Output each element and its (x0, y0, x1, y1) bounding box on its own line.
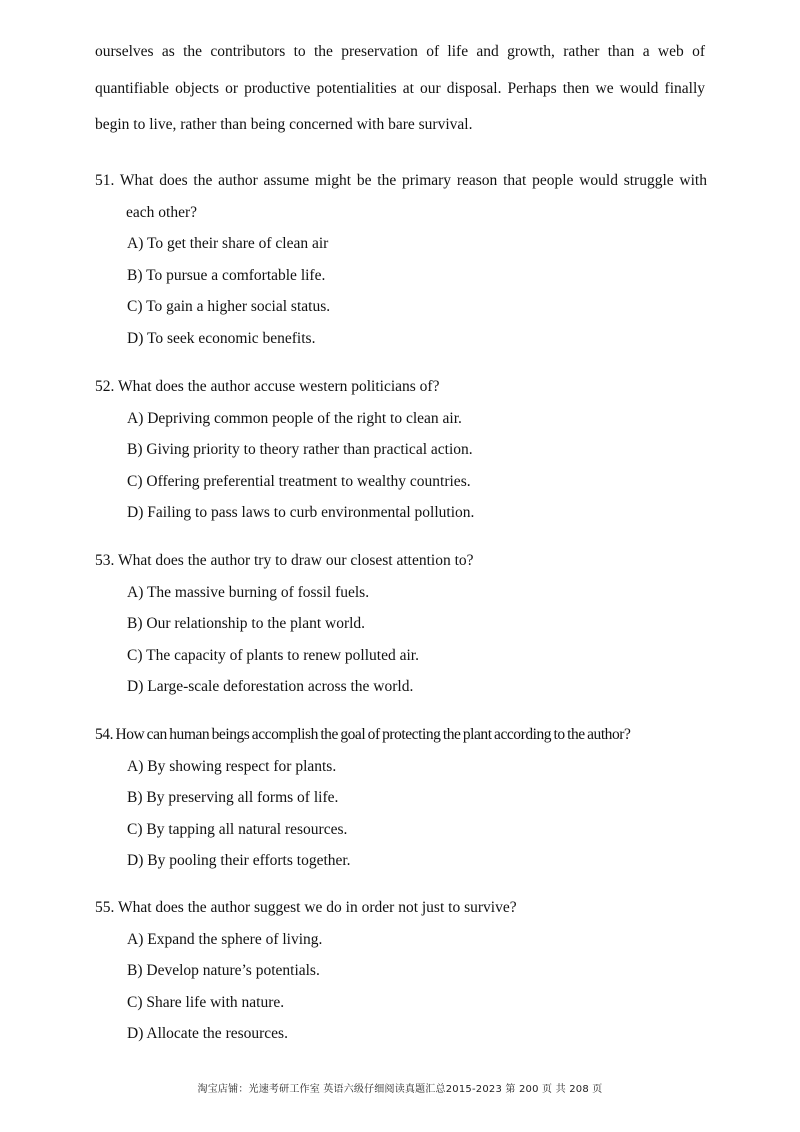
option-d: D) Failing to pass laws to curb environmental pollution. (127, 504, 475, 521)
option-b: B) Giving priority to theory rather than practical action. (127, 441, 473, 458)
question-52 (95, 371, 707, 529)
option-d: D) By pooling their efforts together. (127, 852, 351, 869)
option-b: B) Our relationship to the plant world. (127, 615, 366, 632)
question-stem: 53. What does the author try to draw our closest attention to? (95, 552, 474, 569)
option-a: A) Expand the sphere of living. (127, 930, 323, 948)
question-stem: 52. What does the author accuse western politicians of? (95, 378, 440, 395)
option-c: C) Offering preferential treatment to wealthy countries. (127, 472, 471, 490)
option-b: B) By preserving all forms of life. (127, 789, 339, 806)
question-54 (95, 719, 707, 877)
option-c: C) By tapping all natural resources. (127, 820, 348, 838)
question-stem: 55. What does the author suggest we do in order not just to survive? (95, 899, 517, 916)
option-d: D) To seek economic benefits. (127, 329, 316, 347)
option-a: A) Depriving common people of the right to clean air. (127, 409, 462, 427)
option-b: B) To pursue a comfortable life. (127, 266, 326, 284)
question-stem: 51. What does the author assume might be the primary reason that people would struggle with each other? (95, 172, 707, 221)
question-stem: 54. How can human beings accomplish the goal of protecting the plant according to the author? (95, 726, 631, 743)
option-a: A) By showing respect for plants. (127, 757, 337, 775)
page-footer: 淘宝店铺：光速考研工作室 英语六级仔细阅读真题汇总2015-2023 第 200 页 共 208 页 (197, 1084, 603, 1095)
option-c: C) The capacity of plants to renew polluted air. (127, 646, 419, 664)
passage-closing-paragraph: ourselves as the contributors to the preservation of life and growth, rather than a web of quantifiable objects or productive potentialities at our disposal. Perhaps then we would finally begin to live, rather than being concerned with bare survival. (95, 43, 705, 133)
option-a: A) To get their share of clean air (127, 235, 329, 252)
option-d: D) Allocate the resources. (127, 1025, 288, 1042)
option-a: A) The massive burning of fossil fuels. (127, 583, 370, 601)
option-c: C) To gain a higher social status. (127, 298, 331, 315)
question-51 (95, 165, 707, 354)
question-55 (95, 892, 707, 1050)
question-53 (95, 545, 707, 703)
option-b: B) Develop nature’s potentials. (127, 962, 320, 979)
option-d: D) Large-scale deforestation across the world. (127, 678, 414, 695)
option-c: C) Share life with nature. (127, 993, 285, 1011)
